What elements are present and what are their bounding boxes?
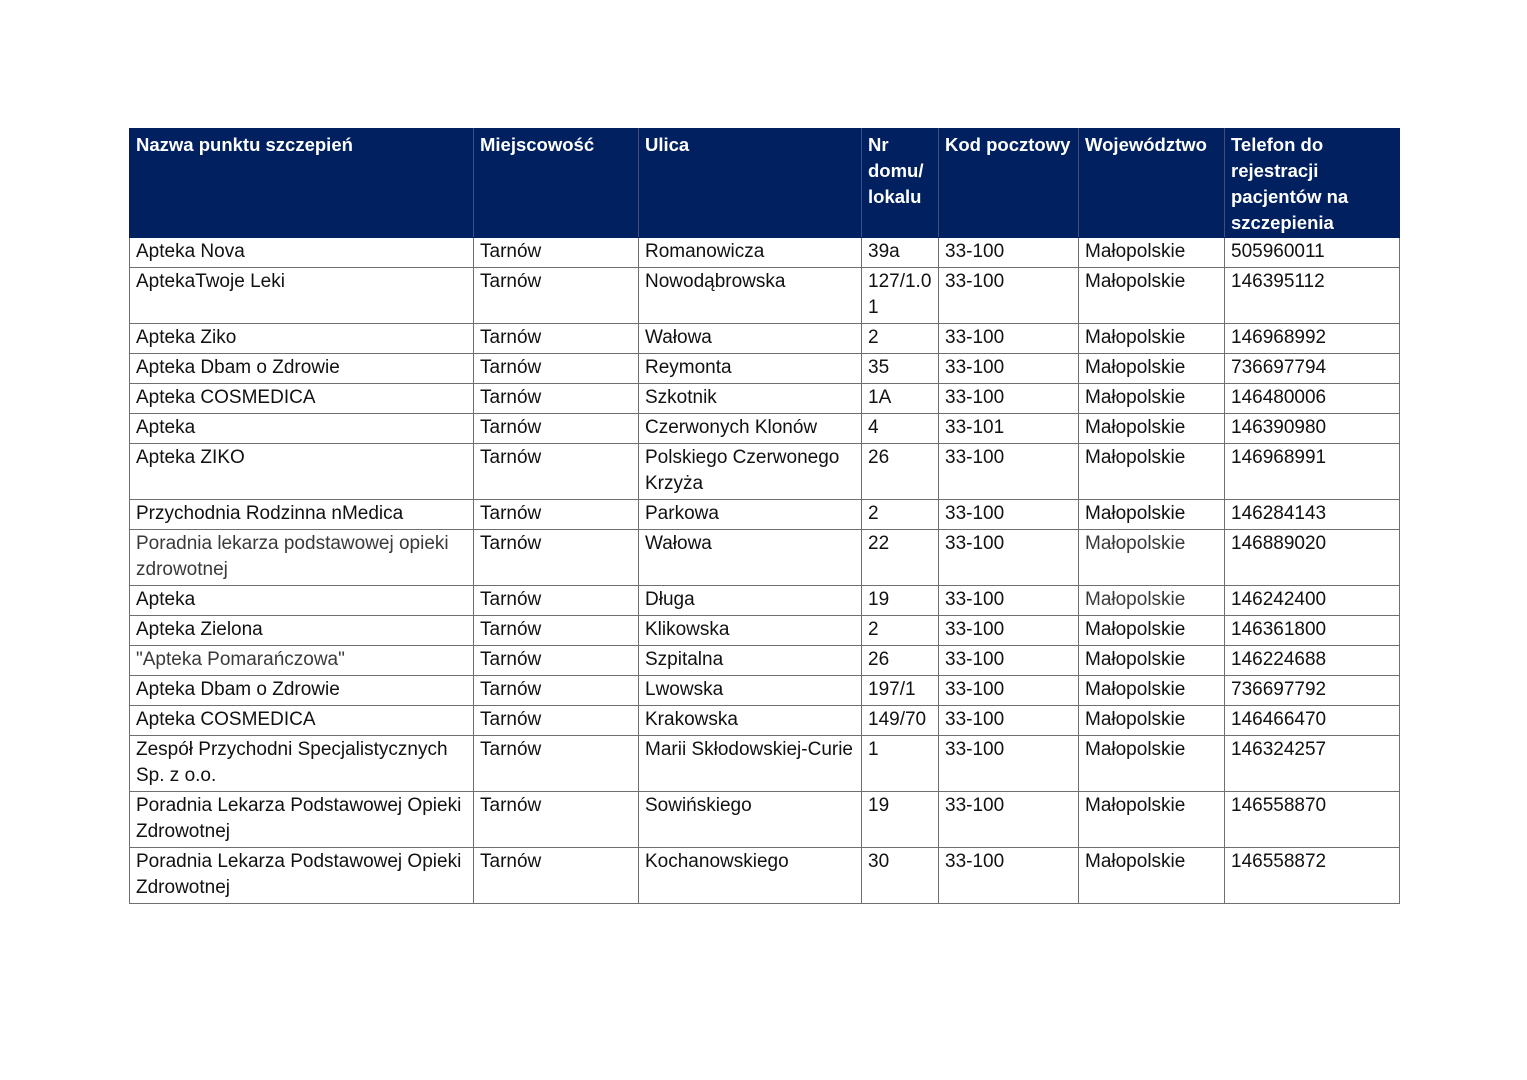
- cell-voivodeship: Małopolskie: [1079, 384, 1225, 414]
- cell-street: Polskiego Czerwonego Krzyża: [639, 444, 862, 500]
- cell-phone: 146284143: [1225, 500, 1400, 530]
- cell-postal-code: 33-101: [939, 414, 1079, 444]
- table-header: [130, 129, 1400, 238]
- cell-phone: 146558872: [1225, 848, 1400, 904]
- cell-point-name: Apteka Dbam o Zdrowie: [130, 676, 474, 706]
- vaccination-points-table: [129, 128, 1400, 904]
- cell-phone: 146390980: [1225, 414, 1400, 444]
- cell-point-name: AptekaTwoje Leki: [130, 268, 474, 324]
- cell-voivodeship: Małopolskie: [1079, 530, 1225, 586]
- cell-city: Tarnów: [474, 268, 639, 324]
- cell-phone: 146889020: [1225, 530, 1400, 586]
- header-row: [130, 129, 1400, 238]
- cell-city: Tarnów: [474, 586, 639, 616]
- header-phone: Telefon do rejestracji pacjentów na szczepienia: [1225, 129, 1400, 238]
- cell-street: Marii Skłodowskiej-Curie: [639, 736, 862, 792]
- table-row: [130, 586, 1400, 616]
- table-row: [130, 848, 1400, 904]
- cell-city: Tarnów: [474, 384, 639, 414]
- cell-house-number: 2: [862, 324, 939, 354]
- cell-street: Czerwonych Klonów: [639, 414, 862, 444]
- cell-voivodeship: Małopolskie: [1079, 848, 1225, 904]
- cell-phone: 146968991: [1225, 444, 1400, 500]
- cell-point-name: Apteka Zielona: [130, 616, 474, 646]
- table-row: [130, 238, 1400, 268]
- cell-street: Lwowska: [639, 676, 862, 706]
- cell-city: Tarnów: [474, 530, 639, 586]
- table-row: [130, 736, 1400, 792]
- cell-street: Klikowska: [639, 616, 862, 646]
- cell-house-number: 35: [862, 354, 939, 384]
- cell-phone: 146242400: [1225, 586, 1400, 616]
- cell-phone: 146466470: [1225, 706, 1400, 736]
- table-row: [130, 706, 1400, 736]
- cell-street: Wałowa: [639, 324, 862, 354]
- cell-city: Tarnów: [474, 646, 639, 676]
- cell-postal-code: 33-100: [939, 444, 1079, 500]
- cell-city: Tarnów: [474, 706, 639, 736]
- table-row: [130, 616, 1400, 646]
- table-row: [130, 384, 1400, 414]
- cell-city: Tarnów: [474, 238, 639, 268]
- cell-voivodeship: Małopolskie: [1079, 444, 1225, 500]
- cell-voivodeship: Małopolskie: [1079, 616, 1225, 646]
- cell-house-number: 26: [862, 646, 939, 676]
- cell-voivodeship: Małopolskie: [1079, 354, 1225, 384]
- cell-voivodeship: Małopolskie: [1079, 676, 1225, 706]
- cell-point-name: Poradnia lekarza podstawowej opieki zdrowotnej: [130, 530, 474, 586]
- cell-point-name: "Apteka Pomarańczowa": [130, 646, 474, 676]
- table-row: [130, 444, 1400, 500]
- cell-phone: 146968992: [1225, 324, 1400, 354]
- cell-postal-code: 33-100: [939, 676, 1079, 706]
- table-row: [130, 354, 1400, 384]
- cell-house-number: 30: [862, 848, 939, 904]
- cell-postal-code: 33-100: [939, 384, 1079, 414]
- cell-street: Kochanowskiego: [639, 848, 862, 904]
- cell-postal-code: 33-100: [939, 354, 1079, 384]
- cell-voivodeship: Małopolskie: [1079, 586, 1225, 616]
- cell-voivodeship: Małopolskie: [1079, 268, 1225, 324]
- cell-postal-code: 33-100: [939, 500, 1079, 530]
- cell-city: Tarnów: [474, 616, 639, 646]
- cell-point-name: Apteka Nova: [130, 238, 474, 268]
- table-row: [130, 646, 1400, 676]
- cell-phone: 736697794: [1225, 354, 1400, 384]
- cell-house-number: 19: [862, 792, 939, 848]
- cell-house-number: 19: [862, 586, 939, 616]
- cell-city: Tarnów: [474, 500, 639, 530]
- cell-street: Parkowa: [639, 500, 862, 530]
- cell-postal-code: 33-100: [939, 646, 1079, 676]
- cell-phone: 736697792: [1225, 676, 1400, 706]
- cell-house-number: 1: [862, 736, 939, 792]
- cell-city: Tarnów: [474, 354, 639, 384]
- cell-house-number: 149/70: [862, 706, 939, 736]
- header-postal-code: Kod pocztowy: [939, 129, 1079, 238]
- cell-house-number: 4: [862, 414, 939, 444]
- cell-city: Tarnów: [474, 848, 639, 904]
- cell-point-name: Apteka ZIKO: [130, 444, 474, 500]
- cell-street: Szpitalna: [639, 646, 862, 676]
- table-row: [130, 500, 1400, 530]
- cell-phone: 146480006: [1225, 384, 1400, 414]
- table-row: [130, 792, 1400, 848]
- cell-city: Tarnów: [474, 736, 639, 792]
- cell-point-name: Apteka: [130, 586, 474, 616]
- cell-point-name: Przychodnia Rodzinna nMedica: [130, 500, 474, 530]
- table-row: [130, 530, 1400, 586]
- header-city: Miejscowość: [474, 129, 639, 238]
- table-body: [130, 238, 1400, 904]
- cell-voivodeship: Małopolskie: [1079, 706, 1225, 736]
- cell-point-name: Apteka COSMEDICA: [130, 384, 474, 414]
- header-street: Ulica: [639, 129, 862, 238]
- cell-street: Krakowska: [639, 706, 862, 736]
- cell-city: Tarnów: [474, 792, 639, 848]
- cell-house-number: 197/1: [862, 676, 939, 706]
- cell-point-name: Apteka Dbam o Zdrowie: [130, 354, 474, 384]
- table-row: [130, 268, 1400, 324]
- table-row: [130, 676, 1400, 706]
- cell-city: Tarnów: [474, 414, 639, 444]
- table-row: [130, 414, 1400, 444]
- cell-voivodeship: Małopolskie: [1079, 500, 1225, 530]
- table-row: [130, 324, 1400, 354]
- cell-postal-code: 33-100: [939, 586, 1079, 616]
- cell-city: Tarnów: [474, 444, 639, 500]
- header-voivodeship: Województwo: [1079, 129, 1225, 238]
- cell-street: Szkotnik: [639, 384, 862, 414]
- cell-point-name: Apteka: [130, 414, 474, 444]
- cell-postal-code: 33-100: [939, 792, 1079, 848]
- cell-street: Romanowicza: [639, 238, 862, 268]
- cell-postal-code: 33-100: [939, 530, 1079, 586]
- cell-point-name: Apteka Ziko: [130, 324, 474, 354]
- cell-voivodeship: Małopolskie: [1079, 792, 1225, 848]
- cell-street: Sowińskiego: [639, 792, 862, 848]
- cell-street: Długa: [639, 586, 862, 616]
- cell-point-name: Poradnia Lekarza Podstawowej Opieki Zdrowotnej: [130, 792, 474, 848]
- cell-house-number: 2: [862, 500, 939, 530]
- cell-street: Wałowa: [639, 530, 862, 586]
- cell-city: Tarnów: [474, 676, 639, 706]
- cell-postal-code: 33-100: [939, 706, 1079, 736]
- cell-phone: 146558870: [1225, 792, 1400, 848]
- cell-postal-code: 33-100: [939, 736, 1079, 792]
- cell-phone: 146361800: [1225, 616, 1400, 646]
- cell-house-number: 26: [862, 444, 939, 500]
- cell-house-number: 127/1.01: [862, 268, 939, 324]
- header-point-name: Nazwa punktu szczepień: [130, 129, 474, 238]
- cell-house-number: 22: [862, 530, 939, 586]
- cell-phone: 505960011: [1225, 238, 1400, 268]
- cell-point-name: Poradnia Lekarza Podstawowej Opieki Zdrowotnej: [130, 848, 474, 904]
- cell-street: Reymonta: [639, 354, 862, 384]
- cell-postal-code: 33-100: [939, 268, 1079, 324]
- cell-postal-code: 33-100: [939, 324, 1079, 354]
- cell-voivodeship: Małopolskie: [1079, 324, 1225, 354]
- cell-postal-code: 33-100: [939, 616, 1079, 646]
- cell-house-number: 1A: [862, 384, 939, 414]
- cell-phone: 146324257: [1225, 736, 1400, 792]
- cell-voivodeship: Małopolskie: [1079, 646, 1225, 676]
- cell-phone: 146224688: [1225, 646, 1400, 676]
- cell-street: Nowodąbrowska: [639, 268, 862, 324]
- cell-house-number: 39a: [862, 238, 939, 268]
- cell-voivodeship: Małopolskie: [1079, 414, 1225, 444]
- cell-voivodeship: Małopolskie: [1079, 736, 1225, 792]
- cell-postal-code: 33-100: [939, 238, 1079, 268]
- cell-voivodeship: Małopolskie: [1079, 238, 1225, 268]
- header-house-number: Nr domu/ lokalu: [862, 129, 939, 238]
- cell-postal-code: 33-100: [939, 848, 1079, 904]
- cell-point-name: Zespół Przychodni Specjalistycznych Sp. z o.o.: [130, 736, 474, 792]
- cell-phone: 146395112: [1225, 268, 1400, 324]
- cell-house-number: 2: [862, 616, 939, 646]
- cell-point-name: Apteka COSMEDICA: [130, 706, 474, 736]
- cell-city: Tarnów: [474, 324, 639, 354]
